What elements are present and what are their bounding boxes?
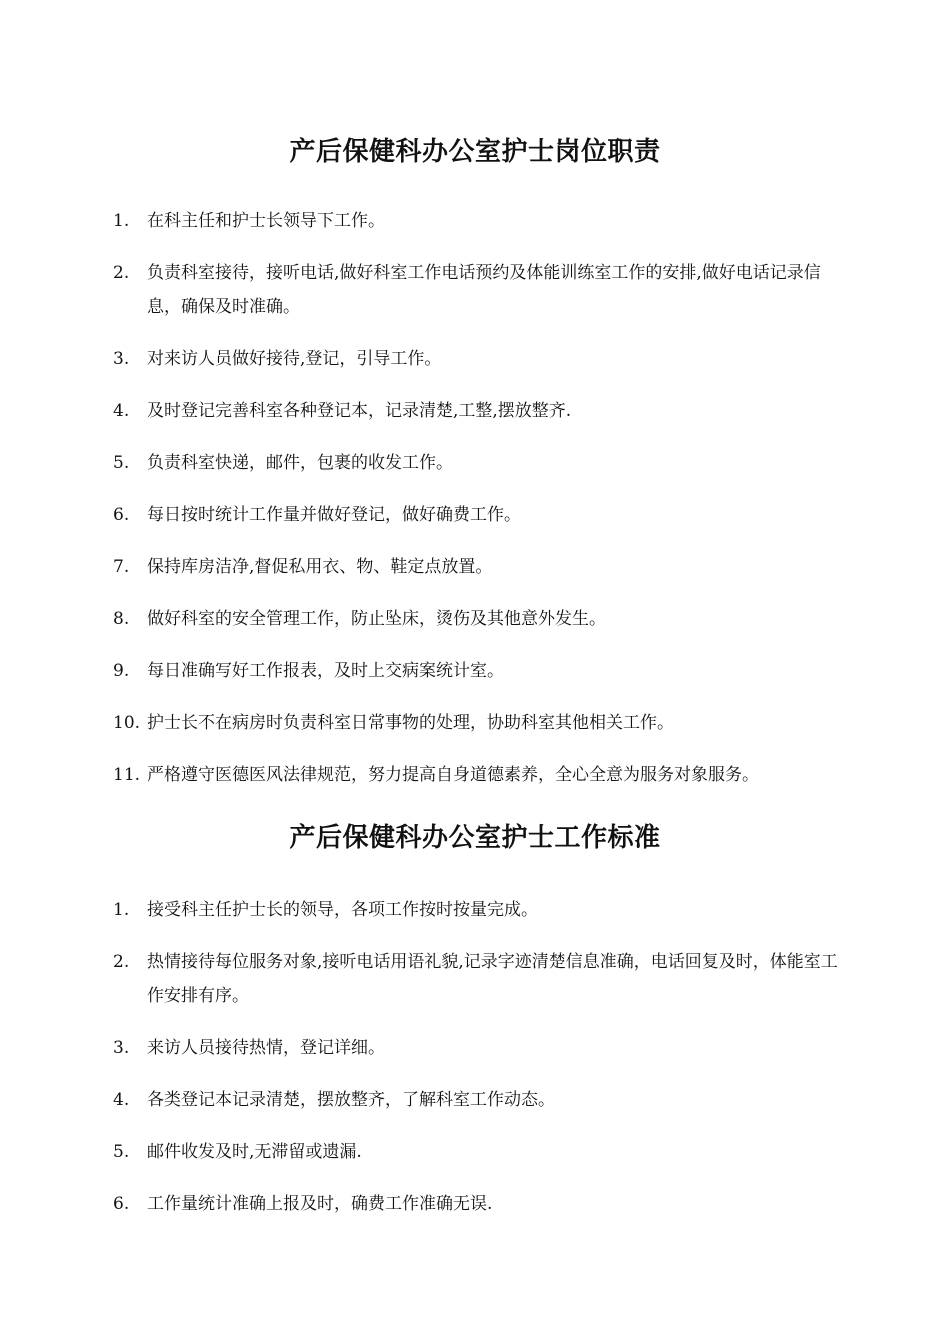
list-item (113, 602, 853, 636)
list-item (113, 1083, 853, 1117)
list-item-text: 做好科室的安全管理工作，防止坠床，烫伤及其他意外发生。 (147, 609, 606, 629)
list-item-text: 热情接待每位服务对象,接听电话用语礼貌,记录字迹清楚信息准确，电话回复及时，体能室工作安排有序。 (147, 952, 838, 1006)
list-item-number: 2. (113, 263, 130, 283)
list-item-text: 在科主任和护士长领导下工作。 (147, 211, 385, 231)
list-item (113, 654, 853, 688)
list-item (113, 945, 853, 1013)
list-item-text: 严格遵守医德医风法律规范，努力提高自身道德素养，全心全意为服务对象服务。 (147, 765, 759, 785)
list-item-number: 6. (113, 1194, 130, 1214)
list-item-number: 8. (113, 609, 130, 629)
list-item (113, 342, 853, 376)
list-item-text: 每日按时统计工作量并做好登记，做好确费工作。 (147, 505, 521, 525)
list-item (113, 550, 853, 584)
list-item-number: 3. (113, 349, 130, 369)
list-item-text: 负责科室接待，接听电话,做好科室工作电话预约及体能训练室工作的安排,做好电话记录信息，确保及时准确。 (147, 263, 821, 317)
list-item (113, 1135, 853, 1169)
list-item (113, 706, 853, 740)
list-item-text: 每日准确写好工作报表，及时上交病案统计室。 (147, 661, 504, 681)
list-item-text: 接受科主任护士长的领导，各项工作按时按量完成。 (147, 900, 538, 920)
list-item-text: 各类登记本记录清楚，摆放整齐，了解科室工作动态。 (147, 1090, 555, 1110)
list-item (113, 758, 853, 792)
list-item-number: 6. (113, 505, 130, 525)
list-item (113, 446, 853, 480)
list-item-text: 及时登记完善科室各种登记本，记录清楚,工整,摆放整齐. (147, 401, 572, 421)
list-item-number: 3. (113, 1038, 130, 1058)
duties-list (113, 204, 853, 810)
list-item-number: 10. (113, 713, 141, 733)
list-item-number: 11. (113, 765, 141, 785)
list-item-number: 4. (113, 1090, 130, 1110)
list-item-number: 7. (113, 557, 130, 577)
list-item (113, 1187, 853, 1221)
section-title-duties: 产后保健科办公室护士岗位职责 (289, 137, 661, 167)
list-item-text: 工作量统计准确上报及时，确费工作准确无误. (147, 1194, 493, 1214)
list-item-text: 对来访人员做好接待,登记，引导工作。 (147, 349, 442, 369)
list-item (113, 1031, 853, 1065)
list-item-text: 负责科室快递，邮件，包裹的收发工作。 (147, 453, 453, 473)
list-item (113, 893, 853, 927)
list-item-number: 2. (113, 952, 130, 972)
list-item-text: 邮件收发及时,无滞留或遗漏. (147, 1142, 362, 1162)
list-item-number: 4. (113, 401, 130, 421)
list-item-text: 来访人员接待热情，登记详细。 (147, 1038, 385, 1058)
list-item (113, 498, 853, 532)
list-item-number: 1. (113, 211, 130, 231)
list-item-text: 保持库房洁净,督促私用衣、物、鞋定点放置。 (147, 557, 493, 577)
list-item-number: 9. (113, 661, 130, 681)
list-item (113, 256, 853, 324)
list-item (113, 394, 853, 428)
list-item (113, 204, 853, 238)
standards-list (113, 893, 853, 1239)
section-title-standards: 产后保健科办公室护士工作标准 (289, 823, 661, 853)
list-item-number: 5. (113, 453, 130, 473)
list-item-number: 5. (113, 1142, 130, 1162)
list-item-number: 1. (113, 900, 130, 920)
list-item-text: 护士长不在病房时负责科室日常事物的处理，协助科室其他相关工作。 (147, 713, 674, 733)
